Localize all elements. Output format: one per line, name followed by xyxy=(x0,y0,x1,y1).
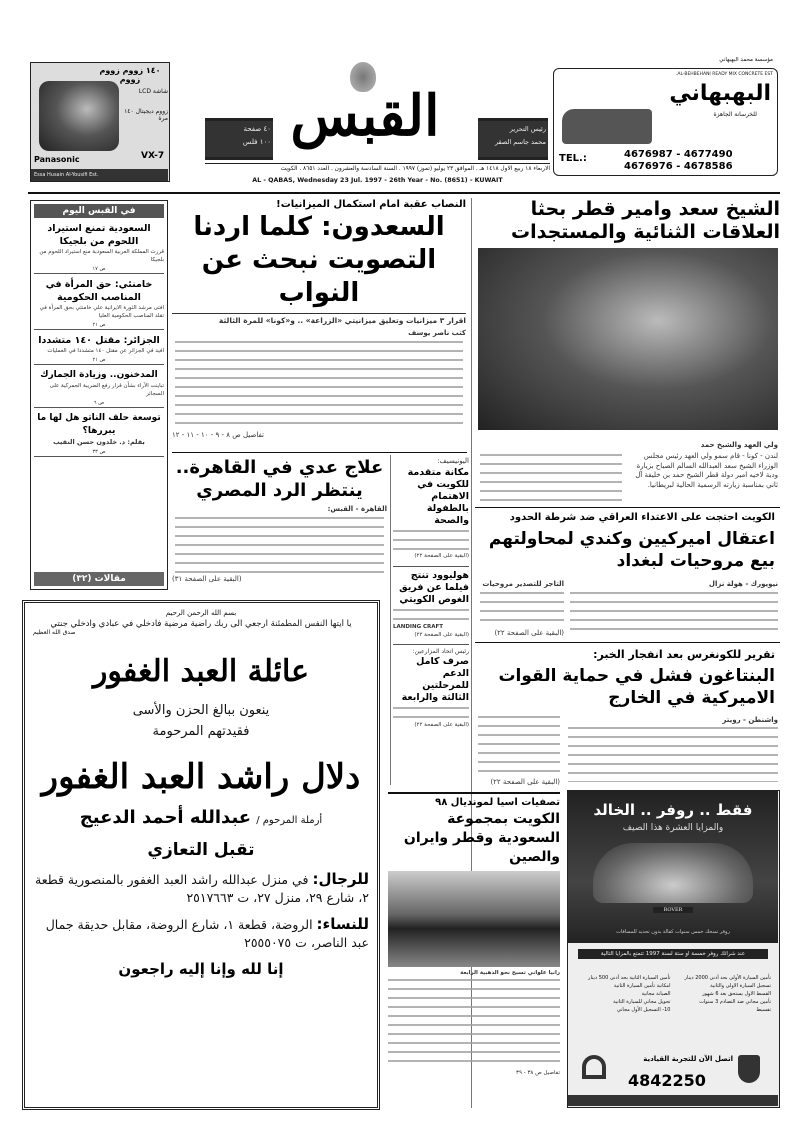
farmers-kicker: رئيس اتحاد المزارعين: xyxy=(393,644,469,656)
verse-source: صدق الله العظيم xyxy=(33,629,76,636)
budget-byline: كتب ناصر يوسف xyxy=(408,328,466,337)
sidebar-item-headline: السعودية تمنع استيراد اللحوم من بلجيكا xyxy=(47,223,151,247)
worldcup-body xyxy=(388,979,560,1069)
iraq-more: (البقية على الصفحة ٢٢) xyxy=(494,629,564,637)
logo-text: القبس xyxy=(290,83,440,149)
unicef-kicker: اليونيسيف: xyxy=(437,457,469,465)
men-line xyxy=(33,870,369,907)
rover-badge: ROVER xyxy=(653,907,693,913)
worldcup-more: تفاصيل ص ٣٨ - ٣٩ xyxy=(516,1070,560,1076)
budget-headline[interactable]: السعدون: كلما اردنا التصويت نبحث عن النواب xyxy=(193,212,445,308)
obituary-line2: فقيدتهم المرحومة xyxy=(152,724,250,739)
iraq-kicker: الكويت احتجت على الاعتداء العراقي ضد شرطة الحدود xyxy=(509,512,775,523)
men-label: للرجال: xyxy=(312,870,369,888)
iraq-headline[interactable]: اعتقال اميركيين وكندي لمحاولتهم بيع مروحيات لبغداد xyxy=(488,529,775,571)
sidebar-footer[interactable]: مقالات (٣٢) xyxy=(34,572,164,586)
editor-label: رئيس التحرير xyxy=(509,125,546,133)
feature-item: تأمين السيارة الثانية بحد أدنى 500 دينار xyxy=(588,975,671,981)
sidebar-item-page: ص ١٧ xyxy=(34,266,164,274)
sidebar-item-page: ص ٦ xyxy=(34,400,164,408)
masthead-rule xyxy=(28,192,780,194)
ad-company-top: مؤسسة محمد البهبهاني xyxy=(719,57,773,63)
swimmer-photo xyxy=(388,871,560,967)
women-line xyxy=(33,915,369,952)
budget-story xyxy=(172,198,466,441)
rover-sub: والمزايا العشرة هذا الصيف xyxy=(622,823,724,833)
sidebar-item[interactable] xyxy=(34,222,164,274)
women-address: الروضة، قطعة ١، شارع الروضة، مقابل حديقة جمال عبد الناصر، ت ٢٥٥٥٠٧٥ xyxy=(45,917,369,950)
uday-dateline: القاهرة - القبس: xyxy=(327,505,387,513)
car-image xyxy=(593,843,753,903)
divider xyxy=(172,452,467,453)
ad-brand: Panasonic xyxy=(34,155,80,164)
editor-box xyxy=(478,118,548,160)
column-divider xyxy=(390,455,391,785)
rover-features xyxy=(576,975,771,1013)
feature-item: تقسيط xyxy=(756,1007,771,1013)
uday-more: (البقية على الصفحة ٣١) xyxy=(172,574,242,583)
hollywood-headline[interactable]: هوليوود تنتج فيلما عن فريق الغوص الكويتي xyxy=(393,566,469,606)
arabic-dateline: الاربعاء ١٨ ربيع الاول ١٤١٨ هـ . الموافق ٢٣ يوليو (تموز) ١٩٩٧ . السنة السادسة والعشرون . العدد ٨٦٥١ . الكويت xyxy=(205,163,550,172)
feature-item: القسط الاول يستحق بعد 6 شهور xyxy=(702,991,771,997)
price: ١٠٠ فلس xyxy=(242,138,271,146)
ad-name: البهبهاني xyxy=(669,81,771,106)
feature-item: 10- التسجيل الأول مجاني xyxy=(616,1007,671,1013)
pentagon-headline[interactable]: البنتاغون فشل في حماية القوات الاميركية في الخارج xyxy=(498,666,775,708)
ad-rover[interactable] xyxy=(567,790,780,1108)
pentagon-dateline: واشنطن - رويتر xyxy=(722,716,778,724)
sidebar-item-headline: توسعة حلف الناتو هل لها ما يبررها؟ xyxy=(37,413,161,436)
feature-item: الصيانة مجانية xyxy=(641,991,671,997)
lead-body-continued xyxy=(480,454,622,504)
lead-photo xyxy=(478,248,778,430)
feature-item: تأمين مجاني ضد التصادم 3 سنوات xyxy=(699,999,771,1005)
basmala: بسم الله الرحمن الرحيم xyxy=(165,609,237,617)
worldcup-story xyxy=(388,792,560,1077)
husband-name: عبدالله أحمد الدعيج xyxy=(79,807,252,828)
sidebar-item-page: ص ٢١ xyxy=(34,357,164,365)
budget-sub: اقرار ٣ ميزانيات وتعليق ميزانيتي «الزراعة» .. و«كونا» للمرة الثالثة xyxy=(172,313,466,326)
iraq-body-left xyxy=(480,592,564,626)
ad-english: AL-BEHBEHANI READY MIX CONCRETE EST. xyxy=(675,72,773,77)
rover-cta: اتصل الآن للتجربة القيادية xyxy=(643,1055,733,1063)
sidebar-item-text: افتى مرشد الثورة الايرانية علي خامنئي بحق المرأة في تقلد المناصب الحكومية العليا xyxy=(39,305,164,319)
price-box xyxy=(205,118,273,160)
ad-model: VX-7 xyxy=(141,151,165,161)
iraq-body xyxy=(570,592,778,634)
unicef-more: (البقية على الصفحة ٢٢) xyxy=(414,552,469,559)
sidebar-item-text: بقلم: د. خلدون حسن النقيب xyxy=(53,438,145,446)
feature-item: تأمين السيارة الأولى بحد أدنى 2000 دينار xyxy=(684,975,771,981)
budget-more: تفاصيل ص ٨ - ٩ - ١٠ - ١١ - ١٢ xyxy=(172,431,264,439)
iraq-dateline: نيويورك - هولة نزال xyxy=(708,580,778,588)
condolences: تقبل التعازي xyxy=(147,840,255,860)
editor-name: محمد جاسم الصقر xyxy=(494,138,546,146)
ad-tel-label: TEL.: xyxy=(559,153,587,164)
masthead-logo xyxy=(280,62,450,152)
farmers-more: (البقية على الصفحة ٢٢) xyxy=(414,721,469,728)
sidebar-item[interactable] xyxy=(34,334,164,365)
unicef-body xyxy=(393,530,469,552)
women-label: للنساء: xyxy=(316,915,369,933)
sidebar-item[interactable] xyxy=(34,412,164,457)
ad-tel-1: 4676987 - 4677490 xyxy=(624,149,733,160)
uday-body xyxy=(175,517,384,573)
ad-headline: ١٤٠ زووم زووم زووم xyxy=(99,66,161,84)
sidebar-item[interactable] xyxy=(34,278,164,330)
uday-story xyxy=(172,456,387,584)
ad-feature: شاشة LCD xyxy=(138,88,168,95)
ad-footer-bar xyxy=(568,1095,778,1106)
pentagon-body xyxy=(568,727,778,782)
divider xyxy=(475,642,780,643)
lead-body: لندن - كونا - قام سمو ولي العهد رئيس مجلس الوزراء الشيخ سعد العبدالله السالم الصباح بزيارة ودية لاخيه امير دولة قطر الشيخ حمد بن خليفة آل ثاني بمناسبة زيارته الرسمية الحالية لبريطانيا. xyxy=(635,452,778,489)
budget-kicker: النصاب عقبة امام استكمال الميزانيات! xyxy=(276,199,466,210)
sidebar-item-page: ص ٣٣ xyxy=(34,449,164,457)
farmers-headline[interactable]: صرف كامل الدعم للمرحلتين الثالثة والرابعة xyxy=(401,655,469,703)
lead-story xyxy=(475,198,780,430)
rover-shield-icon xyxy=(738,1055,760,1083)
quran-verse: يا أيتها النفس المطمئنة ارجعي الى ربك راضية مرضية فادخلي في عبادي وادخلي جنتي xyxy=(50,619,352,629)
camcorder-image xyxy=(39,81,119,151)
men-address: في منزل عبدالله راشد العبد الغفور بالمنصورية قطعة ٢، شارع ٢٩، منزل ٢٧، ت ٢٥١٧٦٦٣ xyxy=(35,872,369,905)
sidebar-item-headline: المدخنون.. وزيادة الجمارك xyxy=(40,370,158,380)
widow-line xyxy=(33,807,369,828)
pentagon-kicker: تقرير للكونغرس بعد انفجار الخبر: xyxy=(593,648,775,661)
lead-caption: ولي العهد والشيخ حمد xyxy=(700,441,778,449)
budget-body xyxy=(175,341,463,429)
uday-headline[interactable]: علاج عدي في القاهرة.. ينتظر الرد المصري xyxy=(175,457,384,501)
sidebar-item-page: ص ٢١ xyxy=(34,322,164,330)
family-name: عائلة العبد الغفور xyxy=(92,654,310,689)
ad-behbehani[interactable] xyxy=(553,57,778,176)
dealer-logo-icon xyxy=(582,1055,606,1079)
hollywood-body xyxy=(393,609,469,623)
ad-sub: للخرسانة الجاهزة xyxy=(713,111,757,118)
worldcup-headline[interactable]: الكويت بمجموعة السعودية وقطر وايران والصين xyxy=(403,811,560,865)
sidebar-item-headline: الجزائر: مقتل ١٤٠ متشددا xyxy=(38,335,160,346)
widow-label: أرملة المرحوم / xyxy=(256,815,323,826)
farmers-body xyxy=(393,707,469,721)
worldcup-caption: رانيا علواني تسبح نحو الذهبية الرابعة xyxy=(460,970,560,976)
closing-verse: إنا لله وإنا إليه راجعون xyxy=(118,960,284,978)
page-count: ٤٠ صفحة xyxy=(243,125,271,133)
hollywood-mention: LANDING CRAFT xyxy=(393,623,444,630)
hollywood-more: (البقية على الصفحة ٢٢) xyxy=(414,631,469,638)
ad-zoom-text: زووم ديجيتال ١٤٠ مرة xyxy=(124,108,168,122)
short-stories-column xyxy=(393,457,469,729)
rover-tagline: روفر تمنحك خمس سنوات كفالة بدون تحديد للمسافات xyxy=(616,929,730,935)
obituary-ad xyxy=(22,600,380,1110)
rover-phone: 4842250 xyxy=(628,1071,706,1090)
pentagon-more: (البقية على الصفحة ٢٢) xyxy=(490,778,560,786)
rover-headline: فقط .. روفر .. الخالد xyxy=(593,801,753,819)
feature-item: تسجيل السيارة الاولى والثانية xyxy=(710,983,771,989)
mixer-truck-image xyxy=(562,109,652,144)
rover-offer: عند شرائك روفر خمسة او ستة لسنة 1997 تتمتع بالمزايا التالية xyxy=(578,949,768,959)
sidebar-title: في القبس اليوم xyxy=(34,204,164,218)
sidebar-item-headline: خامنئي: حق المرأة في المناصب الحكومية xyxy=(45,279,153,303)
lead-headline[interactable]: الشيخ سعد وامير قطر بحثا العلاقات الثنائية والمستجدات xyxy=(511,198,780,243)
ad-panasonic[interactable] xyxy=(30,62,170,182)
english-dateline: AL - QABAS, Wednesday 23 Jul. 1997 - 26th Year - No. (8651) - KUWAIT xyxy=(252,177,503,184)
ad-tel-2: 4676976 - 4678586 xyxy=(624,161,733,172)
worldcup-kicker: تصفيات اسيا لمونديال ٩٨ xyxy=(435,797,560,808)
divider xyxy=(475,507,780,508)
sidebar-in-today xyxy=(30,200,168,590)
pentagon-body-left xyxy=(478,716,560,776)
obituary-line1: ينعون ببالغ الحزن والأسى xyxy=(132,703,270,718)
sidebar-item[interactable] xyxy=(34,369,164,408)
deceased-name: دلال راشد العبد الغفور xyxy=(41,757,361,797)
feature-item: تحويل مجاني للسيارة الثانية xyxy=(613,999,671,1005)
unicef-headline[interactable]: مكانة متقدمة للكويت في الاهتمام بالطفولة والصحة xyxy=(407,466,469,526)
iraq-sub: التاجر للتصدير مروحيات xyxy=(482,580,564,588)
sidebar-item-text: افيد في الجزائر عن مقتل ١٤٠ متشددا في العمليات xyxy=(47,348,164,354)
sidebar-item-text: تباينت الآراء بشأن قرار رفع الضريبة الجمركية على السجائر xyxy=(49,383,164,397)
feature-item: امكانية تأمين السيارة الثانية xyxy=(613,983,671,989)
sidebar-item-text: قررت المملكة العربية السعودية منع استيراد اللحوم من بلجيكا xyxy=(39,249,164,263)
ad-dealer: Essa Husain Al-Yousifi Est. xyxy=(31,169,168,181)
